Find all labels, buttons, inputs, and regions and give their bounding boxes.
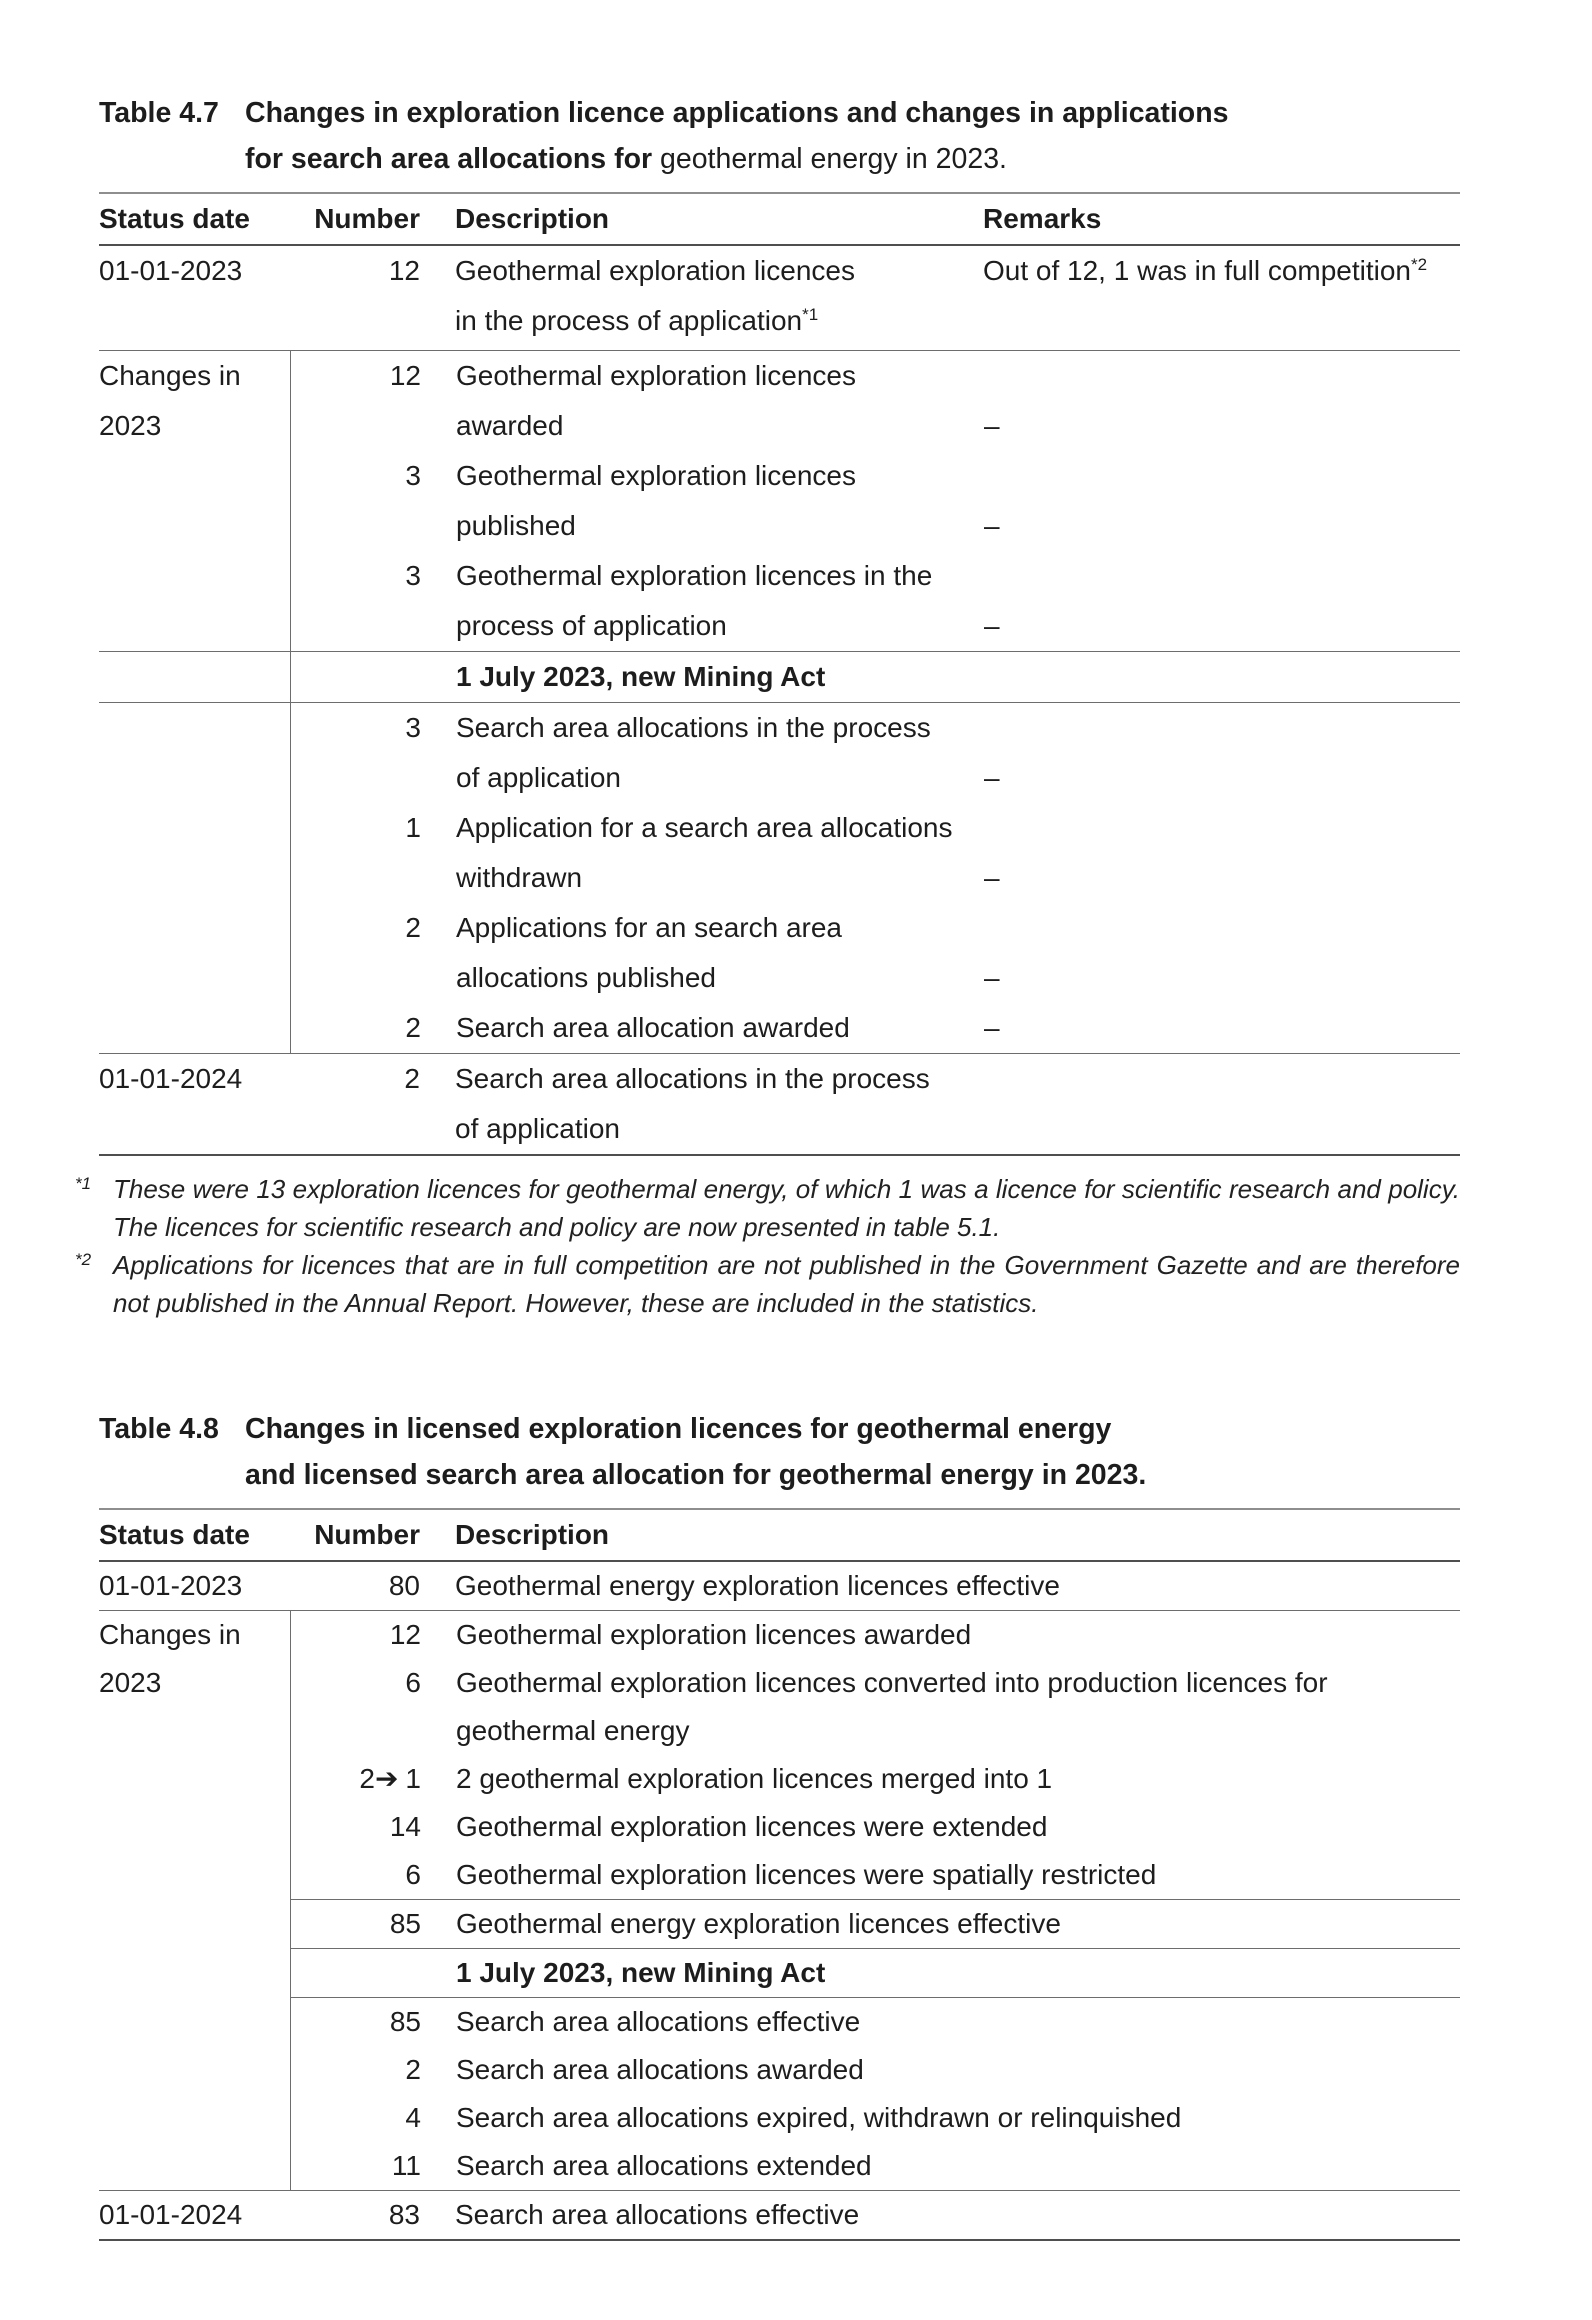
section-85-effective — [99, 1899, 1460, 1948]
table-4-7-title — [99, 90, 1460, 182]
description-cell: Geothermal exploration licences in the process of application — [456, 560, 933, 641]
table-4-7-caption — [245, 90, 1460, 182]
caption-line-1: Changes in exploration licence applications and changes in applications — [245, 97, 1229, 129]
status-date-cell: 01-01-2024 — [99, 2199, 243, 2230]
number-cell: 12 — [389, 1619, 421, 1650]
description-cell: Search area allocations expired, withdrawn or relinquished — [456, 2102, 1182, 2133]
description-cell: Search area allocations extended — [456, 2150, 872, 2181]
number-cell: 83 — [388, 2199, 420, 2230]
table-row — [290, 246, 1460, 350]
table-row — [291, 903, 1460, 1003]
section-changes-in-2023 — [99, 350, 1460, 651]
mining-act-label: 1 July 2023, new Mining Act — [456, 661, 826, 692]
number-cell: 2 — [405, 1012, 421, 1043]
description-cell: Geothermal exploration licences converted into production licences for geothermal energy — [456, 1667, 1328, 1746]
number-cell: 2 — [404, 1063, 420, 1094]
number-cell: 1 — [405, 812, 421, 843]
mining-act-label: 1 July 2023, new Mining Act — [456, 1957, 826, 1988]
section-search-area-changes — [99, 1997, 1460, 2190]
table-row — [291, 703, 1460, 803]
column-header-status-date: Status date — [99, 1519, 250, 1550]
description-cell: Search area allocations in the process of application — [456, 712, 931, 793]
description-cell: Geothermal energy exploration licences effective — [456, 1908, 1061, 1939]
table-row — [291, 2142, 1460, 2190]
table-row — [291, 2046, 1460, 2094]
number-cell: 11 — [391, 2150, 421, 2181]
section-01-01-2023 — [99, 1562, 1460, 1610]
table-row — [291, 451, 1460, 551]
footnote-2 — [75, 1246, 1460, 1322]
description-cell: Geothermal exploration licences were spatially restricted — [456, 1859, 1157, 1890]
table-row — [291, 551, 1460, 651]
table-row — [291, 1611, 1460, 1659]
section-01-01-2024 — [99, 2190, 1460, 2239]
table-row — [290, 1054, 1460, 1154]
section-mining-act — [99, 651, 1460, 702]
number-cell: 14 — [389, 1811, 421, 1842]
description-cell: Search area allocations awarded — [456, 2054, 864, 2085]
footnote-text-1: These were 13 exploration licences for geothermal energy, of which 1 was a licence for scientific research and policy. The licences for scientific research and policy are now presented in table 5.1. — [113, 1174, 1460, 1242]
description-cell: Application for a search area allocations withdrawn — [456, 812, 953, 893]
caption-line-2: for search area allocations for geothermal energy in 2023. — [245, 143, 1007, 175]
table-row-merge — [291, 1755, 1460, 1803]
description-cell: Search area allocation awarded — [456, 1012, 850, 1043]
table-row — [291, 803, 1460, 903]
description-cell: Geothermal exploration licences awarded — [456, 360, 856, 441]
number-cell: 6 — [405, 1859, 421, 1890]
number-cell: 2 — [405, 912, 421, 943]
table-row — [291, 652, 1460, 702]
column-header-description: Description — [455, 203, 610, 234]
number-cell: 2 — [405, 2054, 421, 2085]
description-cell: Search area allocations effective — [455, 2199, 860, 2230]
status-date-cell: 01-01-2023 — [99, 1570, 243, 1601]
section-search-area-changes — [99, 702, 1460, 1053]
table-row — [291, 1998, 1460, 2046]
footnote-text-2: Applications for licences that are in full competition are not published in the Government Gazette and are therefore not published in the Annual Report. However, these are included in the statistics. — [113, 1250, 1460, 1318]
remarks-cell: – — [984, 1012, 1000, 1043]
table-row — [291, 1949, 1460, 1997]
column-header-number: Number — [314, 1519, 420, 1550]
status-date-cell: Changes in 2023 — [99, 360, 241, 441]
footnote-1 — [75, 1170, 1460, 1246]
description-cell: Applications for an search area allocations published — [456, 912, 842, 993]
description-cell: Geothermal exploration licences were extended — [456, 1811, 1048, 1842]
number-cell: 3 — [405, 560, 421, 591]
number-cell: 80 — [388, 1570, 420, 1601]
number-cell: 6 — [405, 1667, 421, 1698]
table-row — [291, 351, 1460, 451]
footnote-marker-1: *1 — [75, 1174, 92, 1193]
status-date-cell: 01-01-2024 — [99, 1063, 243, 1094]
table-row — [290, 2191, 1460, 2239]
footnote-reference-2: *2 — [1411, 255, 1428, 274]
footnotes — [75, 1170, 1460, 1322]
description-cell: 2 geothermal exploration licences merged into 1 — [456, 1763, 1053, 1794]
section-01-01-2023 — [99, 246, 1460, 350]
table-4-8-header-row — [99, 1510, 1460, 1562]
remarks-cell: – — [984, 610, 1000, 641]
table-4-7-header-row — [99, 194, 1460, 246]
table-4-8-label: Table 4.8 — [99, 1413, 219, 1445]
remarks-cell: – — [984, 962, 1000, 993]
caption-line-2: and licensed search area allocation for geothermal energy in 2023. — [245, 1459, 1147, 1491]
footnote-reference-1: *1 — [802, 305, 819, 324]
column-header-description: Description — [455, 1519, 610, 1550]
number-cell: 2➔ 1 — [359, 1763, 421, 1794]
number-cell: 3 — [405, 460, 421, 491]
caption-line-1: Changes in licensed exploration licences for geothermal energy — [245, 1413, 1112, 1445]
number-cell: 12 — [389, 360, 421, 391]
description-cell: Search area allocations in the process of application — [455, 1063, 930, 1144]
description-cell: Geothermal exploration licences awarded — [456, 1619, 972, 1650]
description-cell: Geothermal exploration licences published — [456, 460, 856, 541]
table-4-7-label: Table 4.7 — [99, 97, 219, 129]
table-4-8-title — [99, 1406, 1460, 1498]
status-date-cell: Changes in 2023 — [99, 1619, 241, 1698]
number-cell: 4 — [405, 2102, 421, 2133]
remarks-cell: – — [984, 410, 1000, 441]
section-mining-act — [99, 1948, 1460, 1997]
table-row — [290, 1562, 1460, 1610]
table-4-8-caption — [245, 1406, 1460, 1498]
remarks-cell: – — [984, 510, 1000, 541]
number-cell: 12 — [388, 255, 420, 286]
column-header-status-date: Status date — [99, 203, 250, 234]
section-changes-in-2023 — [99, 1610, 1460, 1899]
table-row — [291, 1003, 1460, 1053]
status-date-cell: 01-01-2023 — [99, 255, 243, 286]
description-cell: Geothermal energy exploration licences effective — [455, 1570, 1060, 1601]
description-cell: Geothermal exploration licences in the process of application$^{*1}$ — [455, 255, 855, 336]
remarks-cell: – — [984, 862, 1000, 893]
table-row — [291, 1803, 1460, 1851]
table-row — [291, 1659, 1460, 1755]
table-4-8 — [99, 1508, 1460, 2241]
remarks-cell: – — [984, 762, 1000, 793]
arrow-right-icon: ➔ — [374, 1763, 399, 1794]
column-header-number: Number — [314, 203, 420, 234]
description-cell: Search area allocations effective — [456, 2006, 861, 2037]
column-header-remarks: Remarks — [983, 203, 1102, 234]
table-row — [291, 2094, 1460, 2142]
table-4-7 — [99, 192, 1460, 1156]
remarks-cell: Out of 12, 1 was in full competition$^{*2}$ — [983, 255, 1428, 286]
table-row — [291, 1851, 1460, 1899]
number-cell: 85 — [389, 2006, 421, 2037]
number-cell: 85 — [389, 1908, 421, 1939]
number-cell: 3 — [405, 712, 421, 743]
table-row — [291, 1900, 1460, 1948]
footnote-marker-2: *2 — [75, 1250, 92, 1269]
section-01-01-2024 — [99, 1053, 1460, 1154]
